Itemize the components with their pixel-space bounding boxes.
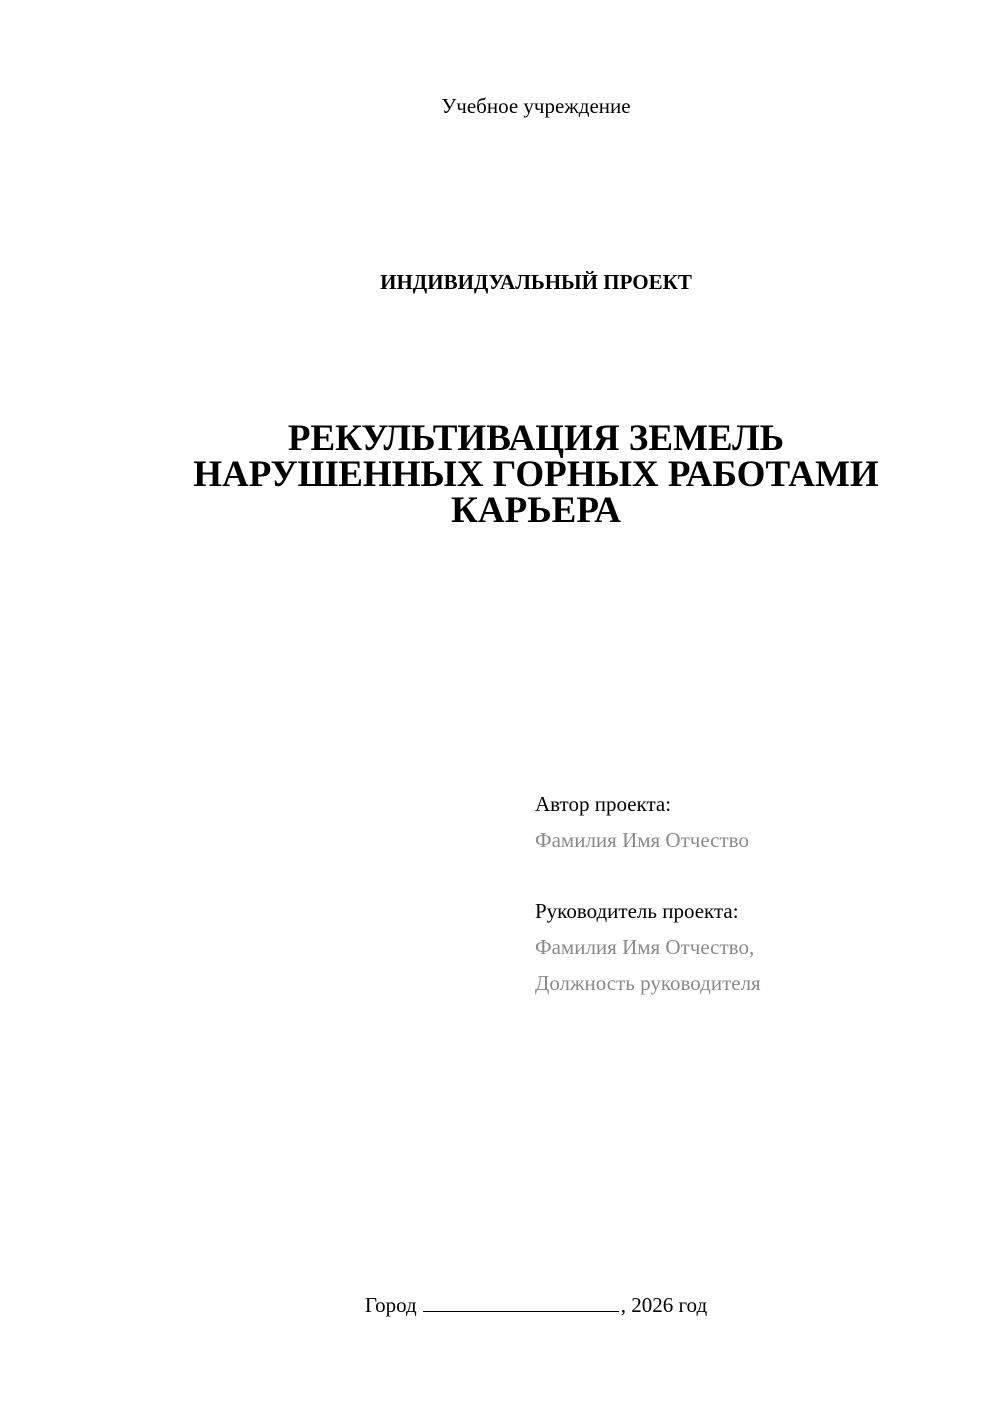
year-text: , 2026 год (620, 1293, 708, 1317)
project-title-line: РЕКУЛЬТИВАЦИЯ ЗЕМЕЛЬ (287, 418, 785, 459)
author-label: Автор проекта: (535, 792, 672, 816)
project-title (100, 418, 972, 531)
author-name: Фамилия Имя Отчество (535, 828, 749, 852)
institution-name: Учебное учреждение (441, 94, 631, 118)
city-label: Город (364, 1293, 417, 1317)
city-blank-field (423, 1293, 619, 1312)
document-type: ИНДИВИДУАЛЬНЫЙ ПРОЕКТ (380, 270, 692, 294)
city-year-line (0, 1292, 1000, 1318)
project-title-line: КАРЬЕРА (451, 490, 621, 531)
supervisor-block (535, 893, 955, 1001)
supervisor-name: Фамилия Имя Отчество, (535, 935, 755, 959)
project-title-line: НАРУШЕННЫХ ГОРНЫХ РАБОТАМИ (193, 454, 879, 495)
supervisor-label: Руководитель проекта: (535, 899, 739, 923)
author-block (535, 786, 955, 858)
supervisor-position: Должность руководителя (535, 971, 761, 995)
